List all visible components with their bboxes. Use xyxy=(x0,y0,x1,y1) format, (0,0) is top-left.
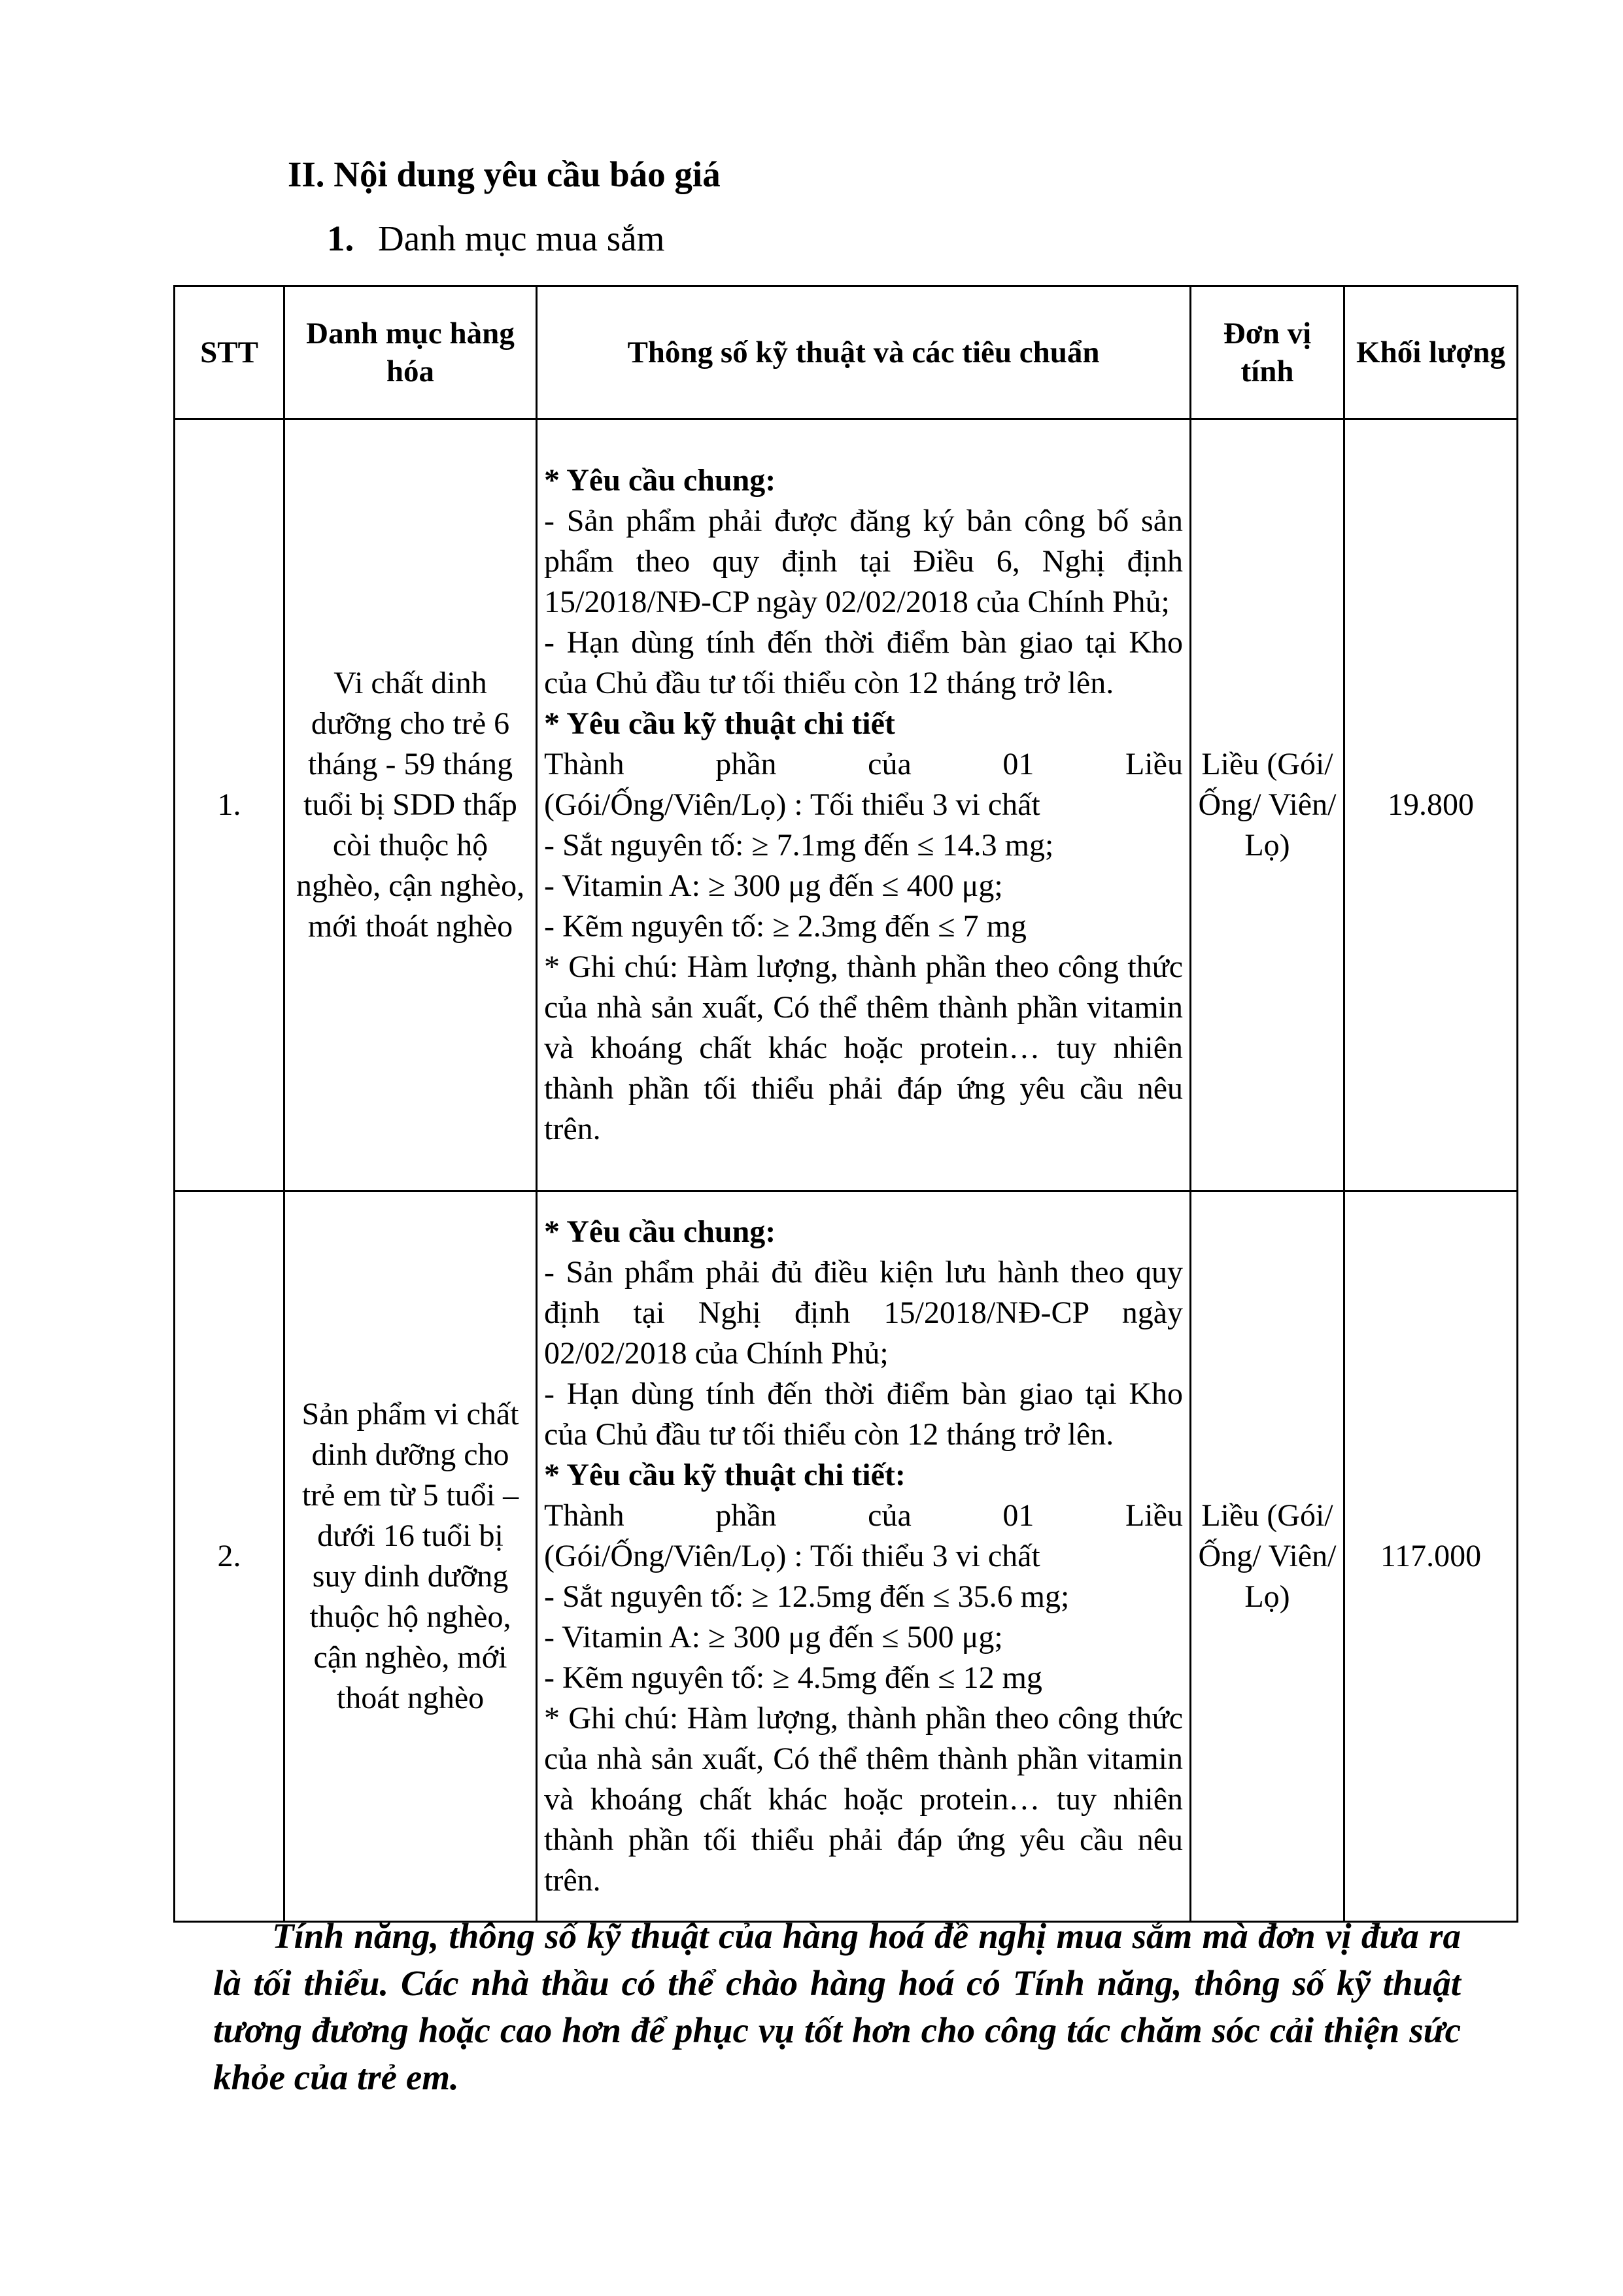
table-row xyxy=(175,1191,1518,1922)
comp-word: Thành xyxy=(544,1498,624,1533)
row-item: Vi chất dinh dưỡng cho trẻ 6 tháng - 59 tháng tuổi bị SDD thấp còi thuộc hộ nghèo, cận nghèo, mới thoát nghèo xyxy=(284,419,537,1191)
comp-word: 01 xyxy=(1002,1498,1034,1533)
spec-general-2: - Hạn dùng tính đến thời điểm bàn giao tại Kho của Chủ đầu tư tối thiểu còn 12 tháng trở lên. xyxy=(544,1377,1183,1452)
header-item: Danh mục hàng hóa xyxy=(284,286,537,419)
subsection-title: Danh mục mua sắm xyxy=(378,218,665,258)
row-qty: 19.800 xyxy=(1344,419,1518,1191)
spec-detail-heading: * Yêu cầu kỹ thuật chi tiết xyxy=(544,706,895,741)
spec-zinc: - Kẽm nguyên tố: ≥ 4.5mg đến ≤ 12 mg xyxy=(544,1660,1042,1695)
spec-vitamin-a: - Vitamin A: ≥ 300 μg đến ≤ 500 μg; xyxy=(544,1620,1003,1654)
spec-composition-line xyxy=(544,1496,1183,1536)
spec-general-1: - Sản phẩm phải đủ điều kiện lưu hành theo quy định tại Nghị định 15/2018/NĐ-CP ngày 02/02/2018 của Chính Phủ; xyxy=(544,1255,1183,1371)
spec-general-heading: * Yêu cầu chung: xyxy=(544,463,776,498)
spec-composition-line xyxy=(544,744,1183,785)
row-unit: Liều (Gói/ Ống/ Viên/ Lọ) xyxy=(1191,1191,1344,1922)
comp-word: Liều xyxy=(1125,747,1183,781)
spec-iron: - Sắt nguyên tố: ≥ 12.5mg đến ≤ 35.6 mg; xyxy=(544,1579,1070,1614)
comp-word: 01 xyxy=(1002,747,1034,781)
spec-zinc: - Kẽm nguyên tố: ≥ 2.3mg đến ≤ 7 mg xyxy=(544,909,1027,944)
header-spec: Thông số kỹ thuật và các tiêu chuẩn xyxy=(537,286,1191,419)
spec-note: * Ghi chú: Hàm lượng, thành phần theo công thức của nhà sản xuất, Có thể thêm thành phần vitamin và khoáng chất khác hoặc protein… tuy nhiên thành phần tối thiểu phải đáp ứng yêu cầu nêu trên. xyxy=(544,1701,1183,1898)
header-stt: STT xyxy=(175,286,284,419)
comp-word: phần xyxy=(715,1498,777,1533)
section-title: II. Nội dung yêu cầu báo giá xyxy=(288,154,721,194)
row-qty: 117.000 xyxy=(1344,1191,1518,1922)
subsection-heading xyxy=(327,216,664,262)
spec-composition-rest: (Gói/Ống/Viên/Lọ) : Tối thiểu 3 vi chất xyxy=(544,1539,1040,1573)
row-stt: 1. xyxy=(175,419,284,1191)
comp-word: Thành xyxy=(544,747,624,781)
footer-note-text: Tính năng, thông số kỹ thuật của hàng hoá đề nghị mua sắm mà đơn vị đưa ra là tối thiểu. Các nhà thầu có thể chào hàng hoá có Tính năng, thông số kỹ thuật tương đương hoặc cao hơn để phục vụ tốt hơn cho công tác chăm sóc cải thiện sức khỏe của trẻ em. xyxy=(213,1916,1461,2097)
spec-general-heading: * Yêu cầu chung: xyxy=(544,1214,776,1249)
table-header-row xyxy=(175,286,1518,419)
spec-general-2: - Hạn dùng tính đến thời điểm bàn giao tại Kho của Chủ đầu tư tối thiểu còn 12 tháng trở lên. xyxy=(544,625,1183,700)
subsection-number: 1. xyxy=(327,218,354,258)
table-row xyxy=(175,419,1518,1191)
header-unit: Đơn vị tính xyxy=(1191,286,1344,419)
spec-general-1: - Sản phẩm phải được đăng ký bản công bố sản phẩm theo quy định tại Điều 6, Nghị định 15/2018/NĐ-CP ngày 02/02/2018 của Chính Phủ; xyxy=(544,504,1183,619)
row-item: Sản phẩm vi chất dinh dưỡng cho trẻ em từ 5 tuổi – dưới 16 tuổi bị suy dinh dưỡng thuộc hộ nghèo, cận nghèo, mới thoát nghèo xyxy=(284,1191,537,1922)
row-unit: Liều (Gói/ Ống/ Viên/ Lọ) xyxy=(1191,419,1344,1191)
spec-note: * Ghi chú: Hàm lượng, thành phần theo công thức của nhà sản xuất, Có thể thêm thành phần vitamin và khoáng chất khác hoặc protein… tuy nhiên thành phần tối thiểu phải đáp ứng yêu cầu nêu trên. xyxy=(544,950,1183,1146)
row-stt: 2. xyxy=(175,1191,284,1922)
comp-word: phần xyxy=(715,747,777,781)
procurement-table xyxy=(173,285,1518,1923)
comp-word: của xyxy=(868,1498,912,1533)
row-spec xyxy=(537,419,1191,1191)
header-qty: Khối lượng xyxy=(1344,286,1518,419)
footer-note xyxy=(213,1913,1461,2101)
comp-word: Liều xyxy=(1125,1498,1183,1533)
row-spec xyxy=(537,1191,1191,1922)
spec-detail-heading: * Yêu cầu kỹ thuật chi tiết: xyxy=(544,1458,906,1492)
spec-vitamin-a: - Vitamin A: ≥ 300 μg đến ≤ 400 μg; xyxy=(544,868,1003,903)
spec-iron: - Sắt nguyên tố: ≥ 7.1mg đến ≤ 14.3 mg; xyxy=(544,828,1054,863)
comp-word: của xyxy=(868,747,912,781)
spec-composition-rest: (Gói/Ống/Viên/Lọ) : Tối thiểu 3 vi chất xyxy=(544,787,1040,822)
